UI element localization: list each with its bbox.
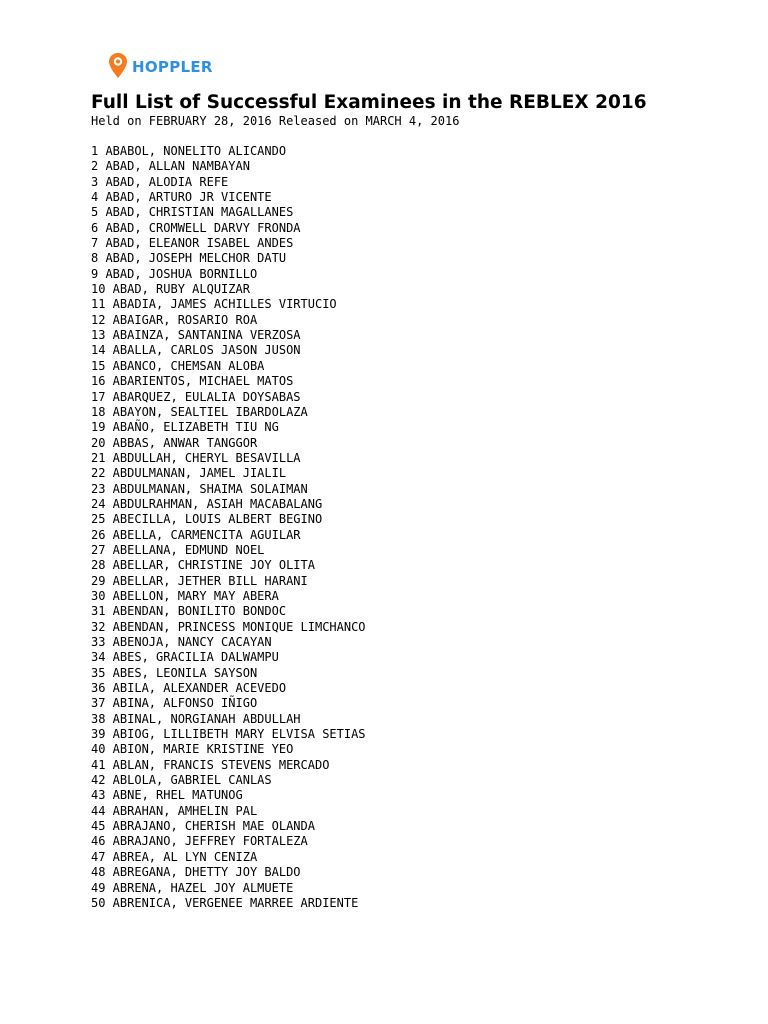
list-item: 41 ABLAN, FRANCIS STEVENS MERCADO — [91, 757, 330, 772]
list-item: 10 ABAD, RUBY ALQUIZAR — [91, 282, 250, 297]
list-item: 19 ABAÑO, ELIZABETH TIU NG — [91, 420, 279, 435]
list-item: 7 ABAD, ELEANOR ISABEL ANDES — [91, 236, 294, 251]
list-item: 12 ABAIGAR, ROSARIO ROA — [91, 312, 258, 327]
list-item: 27 ABELLANA, EDMUND NOEL — [91, 542, 265, 557]
list-item: 43 ABNE, RHEL MATUNOG — [91, 788, 243, 803]
list-item: 33 ABENOJA, NANCY CACAYAN — [91, 635, 272, 649]
examinee-list — [91, 144, 366, 911]
list-item: 4 ABAD, ARTURO JR VICENTE — [91, 190, 272, 205]
list-item: 1 ABABOL, NONELITO ALICANDO — [91, 144, 287, 158]
list-item: 39 ABIOG, LILLIBETH MARY ELVISA SETIAS — [91, 727, 366, 742]
list-item: 11 ABADIA, JAMES ACHILLES VIRTUCIO — [91, 297, 337, 312]
hoppler-logo[interactable] — [108, 52, 213, 80]
list-item: 22 ABDULMANAN, JAMEL JIALIL — [91, 466, 287, 481]
list-item: 36 ABILA, ALEXANDER ACEVEDO — [91, 681, 287, 696]
list-item: 24 ABDULRAHMAN, ASIAH MACABALANG — [91, 496, 323, 511]
list-item: 21 ABDULLAH, CHERYL BESAVILLA — [91, 450, 301, 465]
list-item: 50 ABRENICA, VERGENEE MARREE ARDIENTE — [91, 895, 359, 910]
list-item: 25 ABECILLA, LOUIS ALBERT BEGINO — [91, 512, 323, 527]
list-item: 20 ABBAS, ANWAR TANGGOR — [91, 435, 258, 450]
list-item: 26 ABELLA, CARMENCITA AGUILAR — [91, 527, 301, 542]
list-item: 45 ABRAJANO, CHERISH MAE OLANDA — [91, 819, 315, 834]
list-item: 23 ABDULMANAN, SHAIMA SOLAIMAN — [91, 481, 308, 496]
list-item: 42 ABLOLA, GABRIEL CANLAS — [91, 773, 272, 788]
list-item: 18 ABAYON, SEALTIEL IBARDOLAZA — [91, 404, 308, 419]
list-item: 32 ABENDAN, PRINCESS MONIQUE LIMCHANCO — [91, 619, 366, 634]
list-item: 16 ABARIENTOS, MICHAEL MATOS — [91, 374, 294, 389]
list-item: 28 ABELLAR, CHRISTINE JOY OLITA — [91, 558, 315, 573]
list-item: 49 ABRENA, HAZEL JOY ALMUETE — [91, 880, 294, 895]
list-item: 9 ABAD, JOSHUA BORNILLO — [91, 266, 258, 281]
logo-text: HOPPLER — [132, 58, 213, 76]
list-item: 2 ABAD, ALLAN NAMBAYAN — [91, 159, 250, 174]
list-item: 8 ABAD, JOSEPH MELCHOR DATU — [91, 251, 287, 266]
list-item: 37 ABINA, ALFONSO IÑIGO — [91, 696, 258, 711]
list-item: 15 ABANCO, CHEMSAN ALOBA — [91, 358, 265, 373]
page-title: Full List of Successful Examinees in the REBLEX 2016 — [91, 92, 647, 113]
list-item: 31 ABENDAN, BONILITO BONDOC — [91, 604, 287, 619]
list-item: 3 ABAD, ALODIA REFE — [91, 174, 229, 189]
list-item: 34 ABES, GRACILIA DALWAMPU — [91, 650, 279, 665]
list-item: 6 ABAD, CROMWELL DARVY FRONDA — [91, 220, 301, 235]
list-item: 14 ABALLA, CARLOS JASON JUSON — [91, 343, 301, 358]
list-item: 13 ABAINZA, SANTANINA VERZOSA — [91, 328, 301, 343]
page-subtitle: Held on FEBRUARY 28, 2016 Released on MARCH 4, 2016 — [91, 114, 460, 128]
list-item: 29 ABELLAR, JETHER BILL HARANI — [91, 573, 308, 588]
map-pin-icon — [108, 52, 128, 80]
list-item: 35 ABES, LEONILA SAYSON — [91, 665, 258, 680]
list-item: 30 ABELLON, MARY MAY ABERA — [91, 588, 279, 603]
list-item: 17 ABARQUEZ, EULALIA DOYSABAS — [91, 389, 301, 404]
list-item: 40 ABION, MARIE KRISTINE YEO — [91, 742, 294, 757]
list-item: 48 ABREGANA, DHETTY JOY BALDO — [91, 865, 301, 880]
list-item: 46 ABRAJANO, JEFFREY FORTALEZA — [91, 834, 308, 849]
list-item: 44 ABRAHAN, AMHELIN PAL — [91, 803, 258, 818]
list-item: 38 ABINAL, NORGIANAH ABDULLAH — [91, 711, 301, 726]
list-item: 47 ABREA, AL LYN CENIZA — [91, 849, 258, 864]
list-item: 5 ABAD, CHRISTIAN MAGALLANES — [91, 205, 294, 220]
